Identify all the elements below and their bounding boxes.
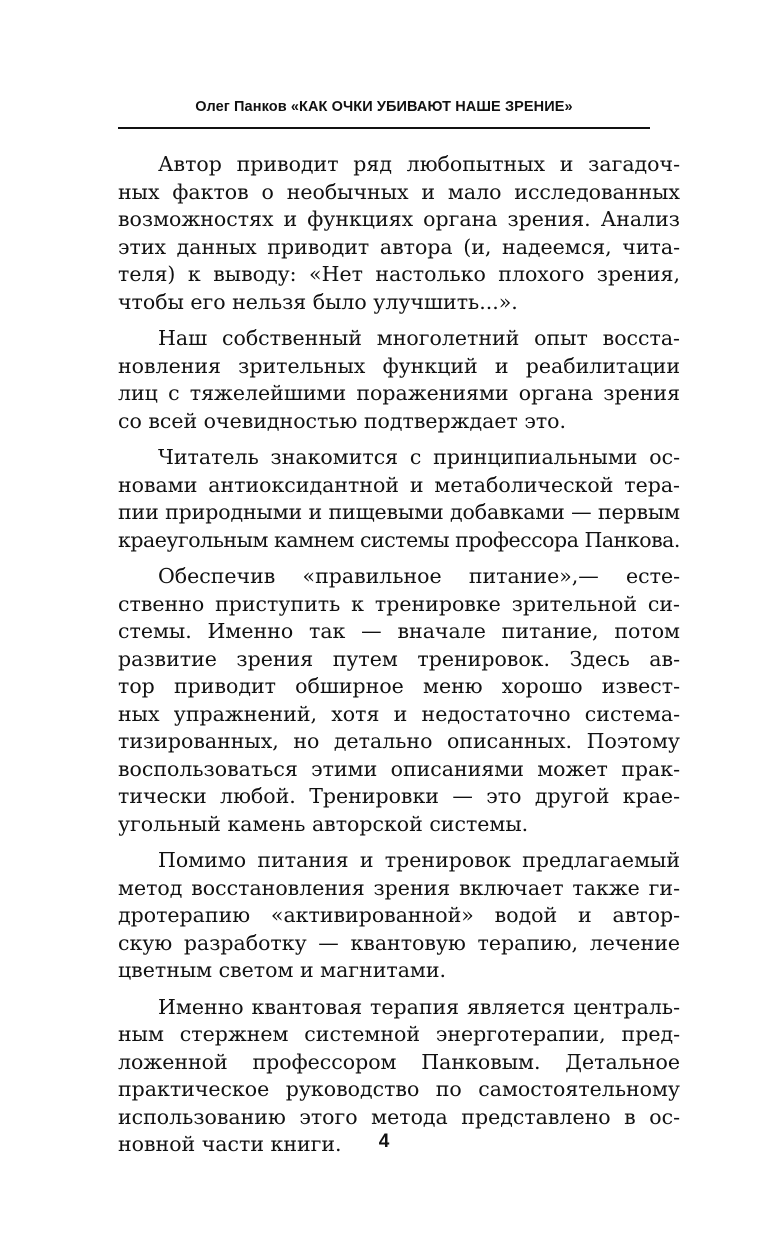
text-line: Автор приводит ряд любопытных и загадоч- [158, 152, 680, 176]
text-line: пии природными и пищевыми добавками — первым [118, 500, 680, 524]
text-line: тизированных, но детально описанных. Поэтому [118, 729, 680, 753]
text-line: ных фактов о необычных и мало исследованных [118, 179, 680, 204]
paragraph-2 [118, 325, 680, 435]
text-line: Именно квантовая терапия является централь- [158, 994, 680, 1019]
text-line: развитие зрения путем тренировок. Здесь ав- [118, 646, 680, 671]
header-rule [118, 127, 650, 129]
text-line: чтобы его нельзя было улучшить...». [118, 289, 518, 314]
text-line: ным стержнем системной энерготерапии, пред- [118, 1022, 680, 1046]
text-line: Читатель знакомится с принципиальными ос- [158, 445, 680, 469]
text-line: воспользоваться этими описаниями может прак- [118, 756, 680, 781]
text-line: стемы. Именно так — вначале питание, потом [118, 619, 680, 643]
text-line: новной части книги. [118, 1132, 342, 1156]
text-line: метод восстановления зрения включает также ги- [118, 875, 680, 900]
text-line: новами антиоксидантной и метаболической тера- [118, 472, 680, 497]
text-line: дротерапию «активированной» водой и автор- [118, 903, 680, 927]
text-line: со всей очевидностью подтверждает это. [118, 408, 567, 433]
text-line: ных упражнений, хотя и недостаточно система- [118, 701, 680, 726]
text-line: лиц с тяжелейшими поражениями органа зрения [118, 381, 680, 405]
paragraph-1 [118, 151, 680, 316]
text-line: тически любой. Тренировки — это другой крае- [118, 784, 680, 808]
text-line: ственно приступить к тренировке зрительной си- [118, 591, 680, 616]
paragraph-3 [118, 444, 680, 554]
text-line: новления зрительных функций и реабилитации [118, 353, 680, 378]
text-line: цветным светом и магнитами. [118, 958, 447, 982]
text-line: краеугольным камнем системы профессора Панкова. [118, 527, 680, 552]
text-line: ложенной профессором Панковым. Детальное [118, 1049, 680, 1074]
body-text [118, 151, 680, 1168]
text-line: тор приводит обширное меню хорошо извест- [118, 674, 680, 698]
text-line: практическое руководство по самостоятельному [118, 1077, 680, 1101]
text-line: теля) к выводу: «Нет настолько плохого зрения, [118, 262, 680, 286]
text-line: возможностях и функциях органа зрения. Анализ [118, 207, 680, 231]
running-head: Олег Панков «КАК ОЧКИ УБИВАЮТ НАШЕ ЗРЕНИЕ» [195, 99, 573, 115]
text-line: Помимо питания и тренировок предлагаемый [158, 848, 680, 872]
text-line: скую разработку — квантовую терапию, лечение [118, 930, 680, 955]
text-line: этих данных приводит автора (и, надеемся, чита- [118, 234, 680, 259]
text-line: угольный камень авторской системы. [118, 811, 529, 836]
paragraph-4 [118, 563, 680, 838]
text-line: Наш собственный многолетний опыт восста- [158, 326, 680, 350]
text-line: использованию этого метода представлено в ос- [118, 1104, 680, 1129]
page-number: 4 [378, 1131, 390, 1152]
paragraph-5 [118, 847, 680, 985]
text-line: Обеспечив «правильное питание»,— есте- [158, 564, 680, 588]
